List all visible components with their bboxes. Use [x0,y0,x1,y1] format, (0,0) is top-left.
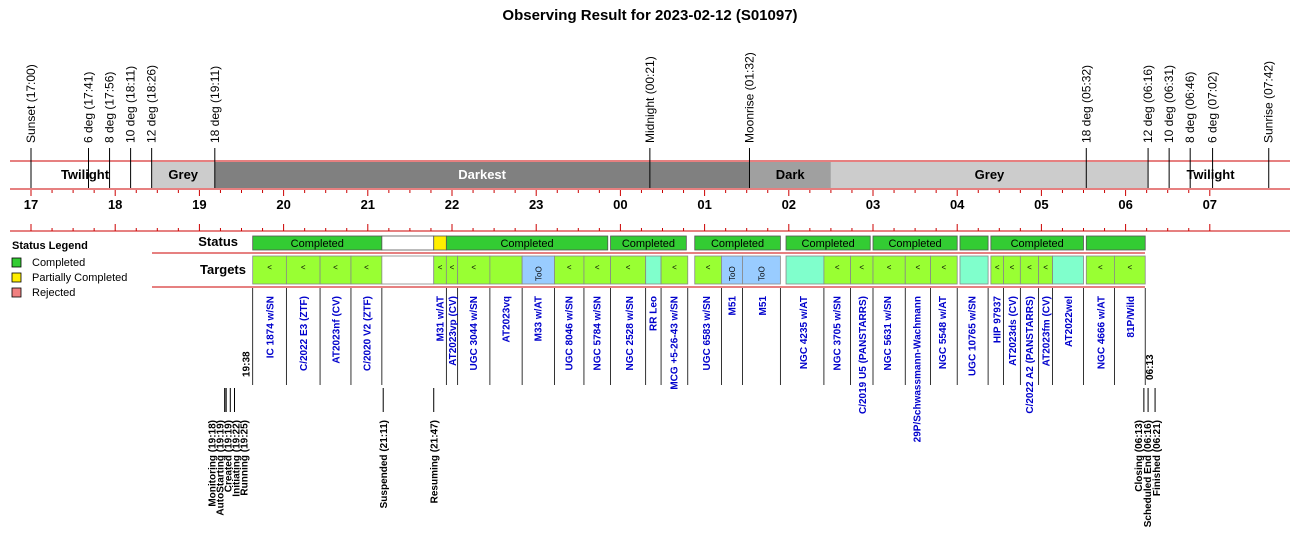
target-name: M31 w/AT [435,296,447,342]
event-label: Sunrise (07:42) [1261,60,1276,143]
sky-band-label: Grey [168,167,199,182]
log-event-label: Monitoring (19:18) [207,420,219,507]
log-event-label: Closing (06:13) [1133,420,1145,492]
target-name: UGC 8046 w/SN [564,296,576,371]
hour-label: 20 [276,197,291,212]
target-marker: < [625,263,631,272]
target-name: RR Leo [648,296,660,331]
event-label: Midnight (00:21) [642,56,657,143]
status-segment-label: Completed [710,238,765,250]
target-marker: < [566,263,572,272]
target-name: MCG +5-26-43 w/SN [669,296,681,390]
target-name: AT2023ds (CV) [1007,296,1019,366]
sky-band-label: Darkest [458,167,506,182]
target-name: AT2023vp (CV) [448,296,459,366]
event-label: 8 deg (17:56) [102,71,117,143]
legend-label-partial: Partially Completed [32,272,128,284]
target-block-complete [490,256,522,284]
target-marker: < [672,263,677,272]
target-name: C/2019 U5 (PANSTARRS) [857,296,869,414]
too-marker: ToO [757,266,767,281]
legend-heading: Status Legend [12,240,88,252]
sky-band-label: Grey [974,167,1005,182]
target-name: NGC 5631 w/SN [883,296,895,371]
hour-label: 06 [1118,197,1133,212]
target-marker: < [834,263,840,272]
target-name: M51 [758,296,770,316]
target-marker: < [1127,263,1133,272]
legend-label-completed: Completed [32,257,86,269]
target-name: AT2023fm (CV) [1041,296,1053,367]
log-event-label: AutoStarting (19:19) [215,420,227,516]
status-segment-completed [960,236,988,250]
hour-label: 00 [613,197,628,212]
status-legend [12,240,127,299]
target-name: M33 w/AT [533,296,545,342]
target-marker: < [333,263,338,272]
status-row [253,236,1146,250]
sky-bands [18,162,1273,188]
end-time-stamp: 06:13 [1144,354,1156,380]
event-label: Moonrise (01:32) [742,52,757,143]
target-marker: < [449,263,455,272]
target-name: M51 [727,296,739,316]
target-marker: < [1027,263,1032,272]
hour-label: 04 [949,197,965,212]
target-block-empty [382,256,434,284]
too-marker: ToO [727,266,737,281]
target-name: HIP 97937 [992,296,1004,344]
target-name: NGC 3705 w/SN [832,296,844,371]
log-event-label: Initiating (19:22) [231,420,243,497]
target-marker: < [437,263,443,272]
hour-label: 19 [192,197,207,212]
status-segment-label: Completed [621,238,676,250]
log-event-label: Resuming (21:47) [429,420,441,504]
event-label: 12 deg (06:16) [1141,64,1156,143]
event-label: 6 deg (07:02) [1205,71,1220,143]
log-events [208,388,1163,527]
target-name: AT2023vq [501,296,513,343]
target-marker: < [941,263,947,272]
target-name: C/2022 E3 (ZTF) [299,296,311,372]
target-name: AT2023nf (CV) [331,296,343,364]
target-name: IC 1874 w/SN [265,296,277,359]
legend-swatch-partial [12,273,21,282]
hour-label: 21 [360,197,376,212]
too-marker: ToO [534,266,544,281]
legend-label-rejected: Rejected [32,287,76,299]
target-marker: < [471,263,477,272]
target-block-pending [960,256,988,284]
hour-ticks [24,190,1217,231]
target-marker: < [267,263,272,272]
target-name: UGC 10765 w/SN [967,296,979,377]
hour-label: 07 [1202,197,1218,212]
log-event-label: Scheduled End (06:16) [1142,420,1154,528]
target-marker: < [915,263,921,272]
event-label: 18 deg (19:11) [207,65,222,143]
event-label: 8 deg (06:46) [1183,71,1198,143]
target-block-pending [786,256,824,284]
event-label: 10 deg (18:11) [123,65,138,143]
target-marker: < [994,263,1000,272]
targets-row-label: Targets [200,262,246,277]
log-event-label: Suspended (21:11) [379,420,391,509]
target-name: NGC 4666 w/AT [1096,296,1108,370]
hour-label: 17 [23,197,39,212]
status-segment-partial [434,236,447,250]
hour-label: 23 [528,197,544,212]
log-event-label: Created (19:19) [223,420,235,493]
target-marker: < [364,263,369,272]
hour-label: 01 [697,197,712,212]
target-name: UGC 6583 w/SN [702,296,714,371]
status-segment-label: Completed [500,238,554,250]
target-name: C/2022 A2 (PANSTARRS) [1024,296,1036,414]
target-name: 29P/Schwassmann-Wachmann [912,296,924,443]
target-name: NGC 2528 w/SN [624,296,636,371]
target-marker: < [1009,263,1015,272]
start-time-stamp: 19:38 [241,351,253,377]
legend-swatch-rejected [12,288,21,297]
status-segment-label: Completed [1010,238,1064,250]
target-names [253,288,1146,442]
target-marker: < [1043,263,1048,272]
target-name: C/2020 V2 (ZTF) [362,296,374,372]
sky-band-label: Twilight [1186,167,1235,182]
status-segment-label: Completed [888,238,942,250]
event-label: 18 deg (05:32) [1079,64,1094,143]
target-block-pending [1053,256,1084,284]
legend-swatch-completed [12,258,21,267]
target-marker: < [594,263,600,272]
event-label: 6 deg (17:41) [81,71,96,143]
status-segment-completed [1086,236,1145,250]
target-name: NGC 5784 w/SN [592,296,604,371]
sky-band-label: Twilight [60,167,110,182]
target-blocks [253,256,1146,284]
target-marker: < [859,263,865,272]
hour-label: 18 [107,197,123,212]
target-block-pending [646,256,661,284]
chart-title: Observing Result for 2023-02-12 (S01097) [502,7,798,24]
target-name: 81P/Wild [1125,296,1137,338]
sky-band-label: Dark [775,167,805,182]
event-label: 12 deg (18:26) [144,64,159,143]
event-label: Sunset (17:00) [24,64,38,143]
target-name: NGC 4235 w/AT [798,296,810,370]
target-marker: < [705,263,711,272]
target-name: AT2022wel [1064,296,1076,347]
status-segment-label: Completed [290,238,344,250]
target-name: NGC 5548 w/AT [937,296,949,370]
event-label: 10 deg (06:31) [1162,64,1177,143]
log-event-label: Finished (06:21) [1151,420,1163,497]
hour-label: 02 [781,197,797,212]
hour-label: 05 [1034,197,1049,212]
target-marker: < [1098,263,1103,272]
status-segment-label: Completed [801,238,855,250]
hour-label: 22 [444,197,460,212]
target-name: UGC 3044 w/SN [469,296,481,371]
hour-label: 03 [865,197,881,212]
target-marker: < [300,263,306,272]
status-row-label: Status [198,234,238,249]
target-marker: < [886,263,892,272]
log-event-label: Running (19:25) [239,420,251,496]
status-segment-empty [382,236,434,250]
